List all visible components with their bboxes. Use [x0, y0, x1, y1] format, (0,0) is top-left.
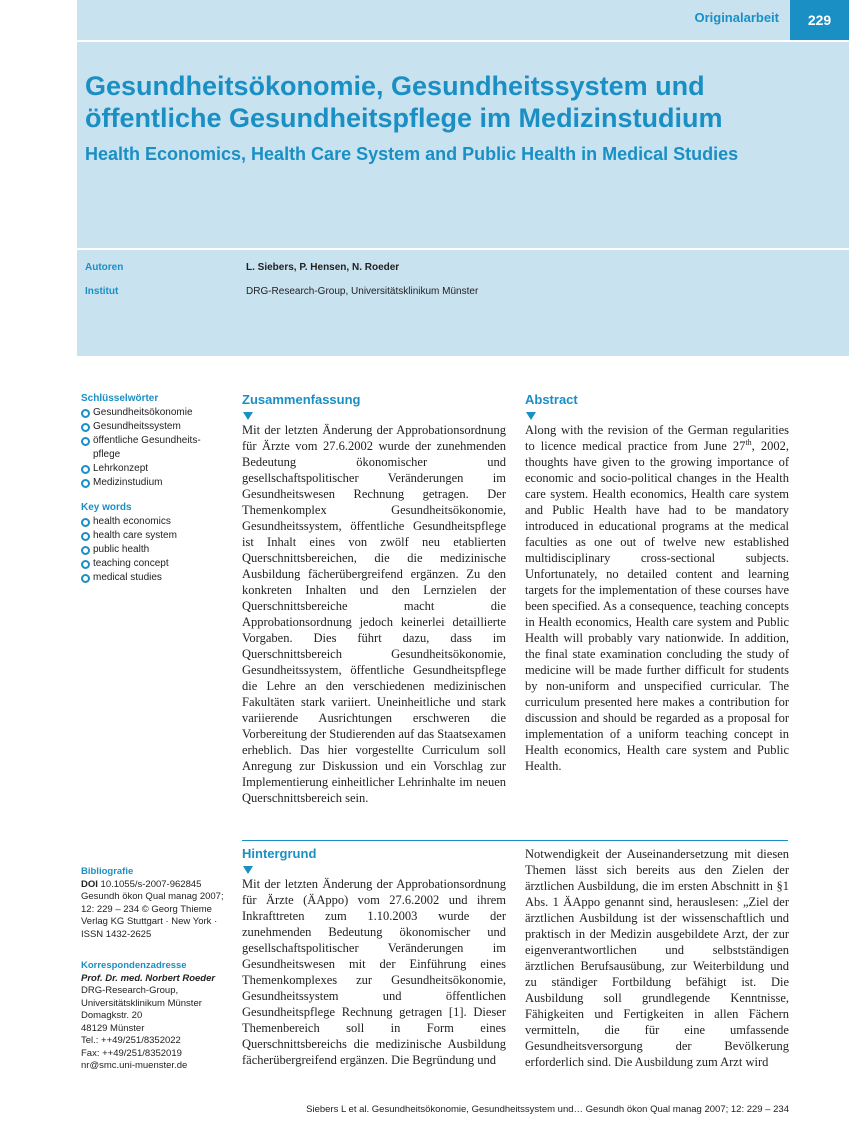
keyword-item: Lehrkonzept	[81, 462, 221, 476]
bullet-icon	[81, 560, 90, 569]
keyword-item: öffentliche Gesundheits-pflege	[81, 434, 221, 462]
phone-line: Tel.: ++49/251/8352022	[81, 1035, 181, 1046]
triangle-down-icon	[243, 866, 253, 874]
triangle-down-icon	[243, 412, 253, 420]
section-divider	[242, 840, 788, 841]
institute-label: Institut	[85, 286, 119, 297]
korrespondenz-heading: Korrespondenzadresse	[81, 960, 187, 971]
citation-text: Gesundh ökon Qual manag 2007; 12: 229 – 234 © Georg Thieme Verlag KG Stuttgart · New York · ISSN 1432-2625	[81, 891, 224, 940]
bullet-icon	[81, 546, 90, 555]
address-line: Domagkstr. 20	[81, 1010, 143, 1021]
keywords-german-heading: Schlüsselwörter	[81, 393, 159, 404]
authors-value: L. Siebers, P. Hensen, N. Roeder	[246, 262, 400, 273]
section-label: Originalarbeit	[694, 10, 779, 25]
keyword-item: health economics	[81, 515, 221, 529]
bullet-icon	[81, 437, 90, 446]
bullet-icon	[81, 518, 90, 527]
keyword-item: medical studies	[81, 571, 221, 585]
meta-band	[77, 250, 849, 356]
zusammenfassung-section	[242, 392, 506, 806]
article-title-german: Gesundheitsökonomie, Gesundheitssystem und öffentliche Gesundheitspflege im Medizinstudium	[85, 71, 723, 133]
bullet-icon	[81, 574, 90, 583]
korrespondenz-block	[81, 960, 226, 1073]
institute-value: DRG-Research-Group, Universitätsklinikum Münster	[246, 286, 479, 297]
keyword-item: teaching concept	[81, 557, 221, 571]
keywords-english	[81, 501, 221, 585]
bullet-icon	[81, 532, 90, 541]
email-link[interactable]: nr@smc.uni-muenster.de	[81, 1060, 188, 1071]
abstract-text: Along with the revision of the German regularities to licence medical practice from June 27th, 2002, thoughts have given to the growing importance of economic and socio-political changes in the Health care system. Health economics, Health care system and Public Health have had to be mandatory introduced in educational programs at the medical faculties as one out of twelve new established multidisciplinary cross-sectional subjects. Unfortunately, no detailed content and learning targets for the implementation of these courses have been specified. As a consequence, teaching concepts in Health economics, Health care system and Public Health will probably vary nationwide. In addition, the final state examination concluding the study of medicine will be made further difficult for students by non-uniform and unspecified curricular. The curriculum presented here makes a contribution for discussion and should be regarded as a proposal for implementation of a uniform teaching concept in Health economics, Health care system and Public Health.	[525, 423, 790, 773]
bullet-icon	[81, 465, 90, 474]
bullet-icon	[81, 479, 90, 488]
keywords-german-list	[81, 406, 221, 490]
address-line: 48129 Münster	[81, 1022, 145, 1034]
bibliografie-heading: Bibliografie	[81, 866, 134, 877]
fax-line: Fax: ++49/251/8352019	[81, 1047, 182, 1059]
keyword-item: public health	[81, 543, 221, 557]
abstract-section	[525, 392, 789, 774]
keywords-english-list	[81, 515, 221, 585]
keyword-item: Medizinstudium	[81, 476, 221, 490]
hintergrund-heading: Hintergrund	[242, 846, 317, 861]
zusammenfassung-heading: Zusammenfassung	[242, 392, 361, 407]
page-number: 229	[790, 0, 849, 40]
bullet-icon	[81, 409, 90, 418]
hintergrund-continuation	[525, 846, 789, 1070]
keywords-english-heading: Key words	[81, 502, 132, 513]
keywords-german	[81, 392, 221, 490]
doi-line: DOI 10.1055/s-2007-962845	[81, 878, 202, 890]
bibliografie-block	[81, 866, 226, 941]
article-title-english: Health Economics, Health Care System and Public Health in Medical Studies	[85, 144, 739, 164]
bullet-icon	[81, 423, 90, 432]
keyword-item: health care system	[81, 529, 221, 543]
correspondent-name: Prof. Dr. med. Norbert Roeder	[81, 972, 216, 984]
hintergrund-text-col2: Notwendigkeit der Auseinandersetzung mit diesen Themen lässt sich bereits aus den Zielen der ärztlichen Ausbildung, die im ersten Abschnitt in §1 Abs. 1 ÄAppo genannt sind, herauslesen: „Ziel der ärztlichen Ausbildung ist der wissenschaftlich und praktisch in der Medizin ausgebildete Arzt, der zur eigenverantwortlichen und selbstständigen ärztlichen Berufsausübung, zur Weiterbildung und zu ständiger Fortbildung befähigt ist. Die Ausbildung soll grundlegende Kenntnisse, Fähigkeiten und Fertigkeiten in allen Fächern vermitteln, die für eine umfassende Gesundheitsversorgung der Bevölkerung erforderlich sind. Die Ausbildung zum Arzt wird	[525, 847, 789, 1069]
triangle-down-icon	[526, 412, 536, 420]
hintergrund-text-col1: Mit der letzten Änderung der Approbationsordnung für Ärzte (ÄAppo) vom 27.6.2002 und ihrem Inkrafttreten zum 1.10.2003 wurde der zunehmenden Bedeutung ökonomischer und gesellschaftspolitischer Veränderungen im Gesundheitswesen mit der Einführung eines Themenkomplexes zur Gesundheitsökonomie, Gesundheitssystem und öffentlichen Gesundheitspflege Rechnung getragen [1]. Dieser Themenbereich soll in Form eines Querschnittsbereichs die medizinische Ausbildung fächerübergreifend ergänzen. Die Begründung und	[242, 877, 506, 1067]
keyword-item: Gesundheitssystem	[81, 420, 221, 434]
address-line: DRG-Research-Group, Universitätsklinikum Münster	[81, 985, 202, 1009]
authors-label: Autoren	[85, 262, 124, 273]
keyword-item: Gesundheitsökonomie	[81, 406, 221, 420]
abstract-heading: Abstract	[525, 392, 578, 407]
zusammenfassung-text: Mit der letzten Änderung der Approbationsordnung für Ärzte vom 27.6.2002 wurde der zunehmenden Bedeutung ökonomischer und gesellschaftspolitischer Veränderungen im Gesundheitswesen Rechnung getragen. Der Themenkomplex Gesundheitsökonomie, Gesundheitssystem, öffentliche Gesundheitspflege ist Inhalt eines von zwölf neu etablierten Querschnittsbereichen, die die medizinische Ausbildung fächerübergreifend ergänzen. Zu den konkreten Inhalten und den Lernzielen der Querschnittsbereiche macht die Approbationsordnung jedoch keinerlei detaillierte Vorgaben. Dies führt dazu, dass im Querschnittsbereich Gesundheitsökonomie, Gesundheitssystem, öffentliche Gesundheitspflege die Lehre an den verschiedenen medizinischen Fakultäten stark variiert. Uneinheitliche und stark variierende Ausrichtungen erschweren die Vorbereitung der Studierenden auf das Staatsexamen erheblich. Das hier vorgestellte Curriculum soll Anregung zur Diskussion und ein Vorschlag zur Implementierung einheitlicher Lehrinhalte im neuen Querschnittsbereich sein.	[242, 423, 506, 805]
hintergrund-section	[242, 846, 506, 1068]
page-footer: Siebers L et al. Gesundheitsökonomie, Gesundheitssystem und… Gesundh ökon Qual manag 2007; 12: 229 – 234	[306, 1104, 789, 1115]
